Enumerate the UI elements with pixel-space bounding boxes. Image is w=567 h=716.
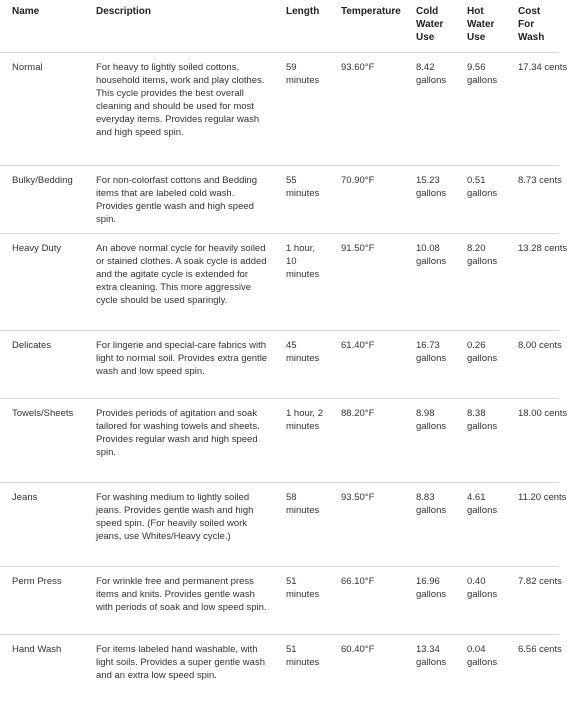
table-row (0, 165, 559, 233)
cycle-name: Towels/Sheets (0, 398, 84, 482)
cycle-length: 58 minutes (274, 482, 329, 566)
cycle-name: Heavy Duty (0, 233, 84, 330)
cycle-name: Normal (0, 52, 84, 165)
cycle-description: For wrinkle free and permanent press items and knits. Provides gentle wash with periods of soak and low speed spin. (84, 566, 274, 634)
cycle-cold-water: 13.34 gallons (404, 634, 455, 716)
cycle-temperature: 88.20°F (329, 398, 404, 482)
cycle-length: 51 minutes (274, 566, 329, 634)
cycle-length: 1 hour, 2 minutes (274, 398, 329, 482)
cycle-length: 55 minutes (274, 165, 329, 233)
cycle-temperature: 91.50°F (329, 233, 404, 330)
table-row (0, 398, 559, 482)
cycle-hot-water: 8.20 gallons (455, 233, 506, 330)
cycle-cold-water: 8.98 gallons (404, 398, 455, 482)
header-description: Description (96, 6, 152, 17)
cycle-cold-water: 8.42 gallons (404, 52, 455, 165)
table-row (0, 52, 559, 165)
cycle-cost: 13.28 cents (506, 233, 559, 330)
cycle-hot-water: 0.26 gallons (455, 330, 506, 398)
cycle-cost: 17.34 cents (506, 52, 559, 165)
cycle-hot-water: 8.38 gallons (455, 398, 506, 482)
cycle-description: Provides periods of agitation and soak tailored for washing towels and sheets. Provides regular wash and high speed spin. (84, 398, 274, 482)
cycle-cold-water: 16.73 gallons (404, 330, 455, 398)
header-hot-water-use: Hot Water Use (467, 6, 495, 43)
cycle-length: 51 minutes (274, 634, 329, 716)
cycle-cold-water: 10.08 gallons (404, 233, 455, 330)
cycle-cold-water: 16.96 gallons (404, 566, 455, 634)
table-row (0, 330, 559, 398)
header-row (0, 0, 559, 52)
cycle-temperature: 93.60°F (329, 52, 404, 165)
cycle-cost: 8.73 cents (506, 165, 559, 233)
cycle-temperature: 66.10°F (329, 566, 404, 634)
cycle-hot-water: 0.40 gallons (455, 566, 506, 634)
cycle-hot-water: 0.51 gallons (455, 165, 506, 233)
cycle-hot-water: 4.61 gallons (455, 482, 506, 566)
cycle-description: For items labeled hand washable, with light soils. Provides a super gentle wash and an extra low speed spin. (84, 634, 274, 716)
cycle-name: Bulky/Bedding (0, 165, 84, 233)
cycle-hot-water: 0.04 gallons (455, 634, 506, 716)
cycle-cost: 8.00 cents (506, 330, 559, 398)
cycle-temperature: 60.40°F (329, 634, 404, 716)
cycle-hot-water: 9.56 gallons (455, 52, 506, 165)
header-temperature: Temperature (341, 6, 401, 17)
cycle-temperature: 70.90°F (329, 165, 404, 233)
cycle-name: Delicates (0, 330, 84, 398)
cycle-length: 59 minutes (274, 52, 329, 165)
cycle-cost: 11.20 cents (506, 482, 559, 566)
cycle-cost: 7.82 cents (506, 566, 559, 634)
table-row (0, 566, 559, 634)
cycle-cost: 18.00 cents (506, 398, 559, 482)
cycle-temperature: 93.50°F (329, 482, 404, 566)
cycle-description: For non-colorfast cottons and Bedding items that are labeled cold wash. Provides gentle wash and high speed spin. (84, 165, 274, 233)
table-row (0, 233, 559, 330)
cycle-name: Hand Wash (0, 634, 84, 716)
cycle-name: Perm Press (0, 566, 84, 634)
header-cold-water-use: Cold Water Use (416, 6, 444, 43)
header-name: Name (12, 6, 40, 17)
cycle-temperature: 61.40°F (329, 330, 404, 398)
cycle-cost: 6.56 cents (506, 634, 559, 716)
header-length: Length (286, 6, 320, 17)
cycle-cold-water: 8.83 gallons (404, 482, 455, 566)
cycle-length: 1 hour, 10 minutes (274, 233, 329, 330)
cycle-length: 45 minutes (274, 330, 329, 398)
cycle-cold-water: 15.23 gallons (404, 165, 455, 233)
table-row (0, 634, 559, 716)
cycle-description: For lingerie and special-care fabrics with light to normal soil. Provides extra gentle wash and low speed spin. (84, 330, 274, 398)
cycle-name: Jeans (0, 482, 84, 566)
cycle-description: An above normal cycle for heavily soiled or stained clothes. A soak cycle is added and the agitate cycle is extended for extra cleaning. This more aggressive cycle should be used sparingly. (84, 233, 274, 330)
cycle-description: For washing medium to lightly soiled jeans. Provides gentle wash and high speed spin. (For heavily soiled work jeans, use Whites/Heavy cycle.) (84, 482, 274, 566)
header-cost-for-wash: Cost For Wash (518, 6, 545, 43)
table-row (0, 482, 559, 566)
cycle-description: For heavy to lightly soiled cottons, household items, work and play clothes. This cycle provides the best overall cleaning and should be used for most everyday items. Provides regular wash and high speed spin. (84, 52, 274, 165)
